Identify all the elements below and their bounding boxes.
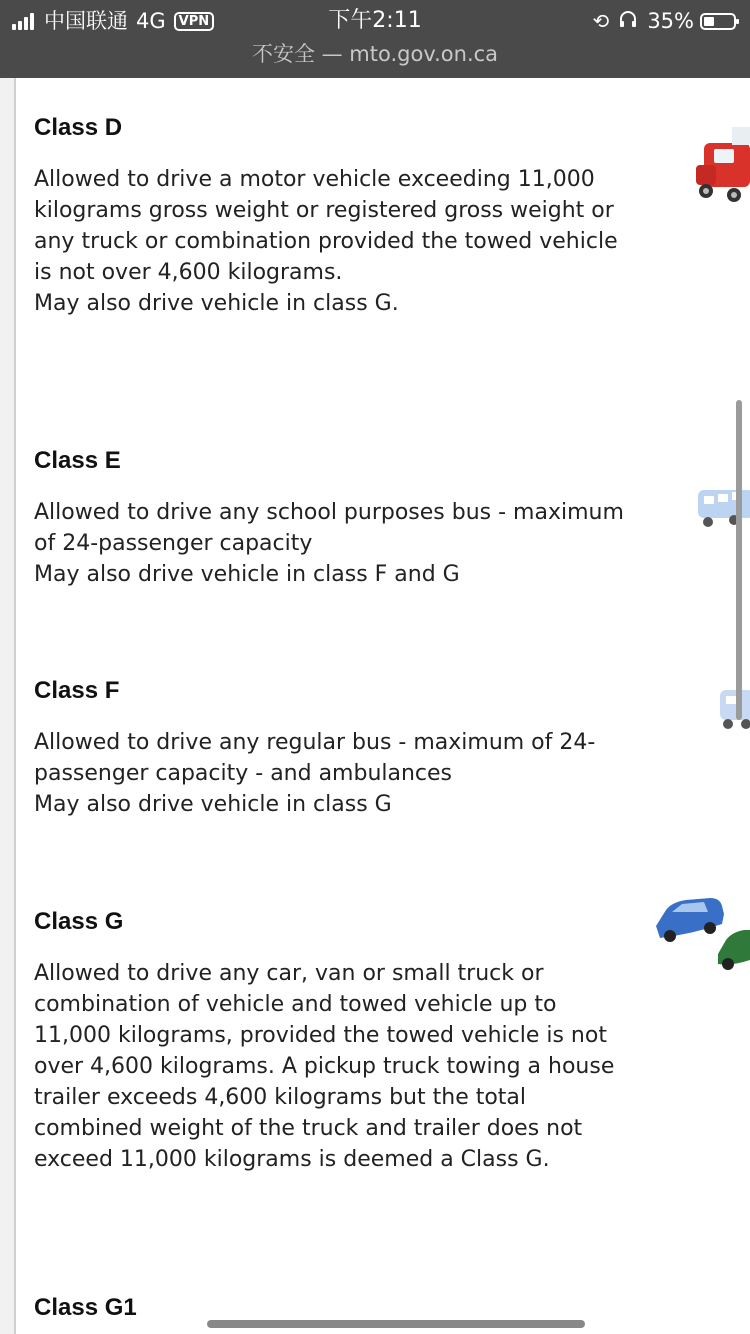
orientation-lock-icon: ⟲ [592,9,610,33]
address-bar-url[interactable]: 不安全 — mto.gov.on.ca [251,42,499,66]
carrier-name: 中国联通 [44,9,128,33]
status-time: 下午2:11 [328,8,422,33]
status-right [593,6,736,36]
section-title: Class E [34,447,121,474]
battery-percent: 35% [647,9,694,33]
description-text: Allowed to drive any school purposes bus - maximum of 24-passenger capacity [34,500,624,556]
section-description [34,164,624,319]
status-bar [0,0,750,78]
section-description [34,497,624,590]
section-description [34,727,624,820]
headphones-icon [619,6,637,36]
section-class-f [34,677,724,820]
network-type: 4G [136,9,166,33]
section-title: Class G [34,908,124,935]
section-title: Class F [34,677,120,704]
battery-icon [700,13,736,30]
left-border [0,78,16,1334]
also-drive-text: May also drive vehicle in class F and G [34,562,460,587]
home-indicator[interactable] [207,1320,585,1328]
section-class-g [34,908,724,1175]
section-title: Class D [34,114,123,141]
truck-icon [694,125,750,207]
bus-icon [714,686,750,732]
scrollbar[interactable] [736,400,742,720]
also-drive-text: May also drive vehicle in class G. [34,291,399,316]
cars-icon [652,892,750,976]
section-class-d [34,114,724,319]
description-text: Allowed to drive a motor vehicle exceeding 11,000 kilograms gross weight or registered gross weight or any truck or combination provided the towed vehicle is not over 4,600 kilograms. [34,167,618,285]
also-drive-text: May also drive vehicle in class G [34,792,392,817]
section-class-g1 [34,1294,724,1322]
description-text: Allowed to drive any regular bus - maximum of 24-passenger capacity - and ambulances [34,730,596,786]
section-title: Class G1 [34,1294,137,1321]
section-description: Allowed to drive any car, van or small truck or combination of vehicle and towed vehicle up to 11,000 kilograms, provided the towed vehicle is not over 4,600 kilograms. A pickup truck towing a house trailer exceeds 4,600 kilograms but the total combined weight of the truck and trailer does not exceed 11,000 kilograms is deemed a Class G. [34,961,615,1172]
vpn-badge: VPN [174,12,214,31]
section-class-e [34,447,724,590]
